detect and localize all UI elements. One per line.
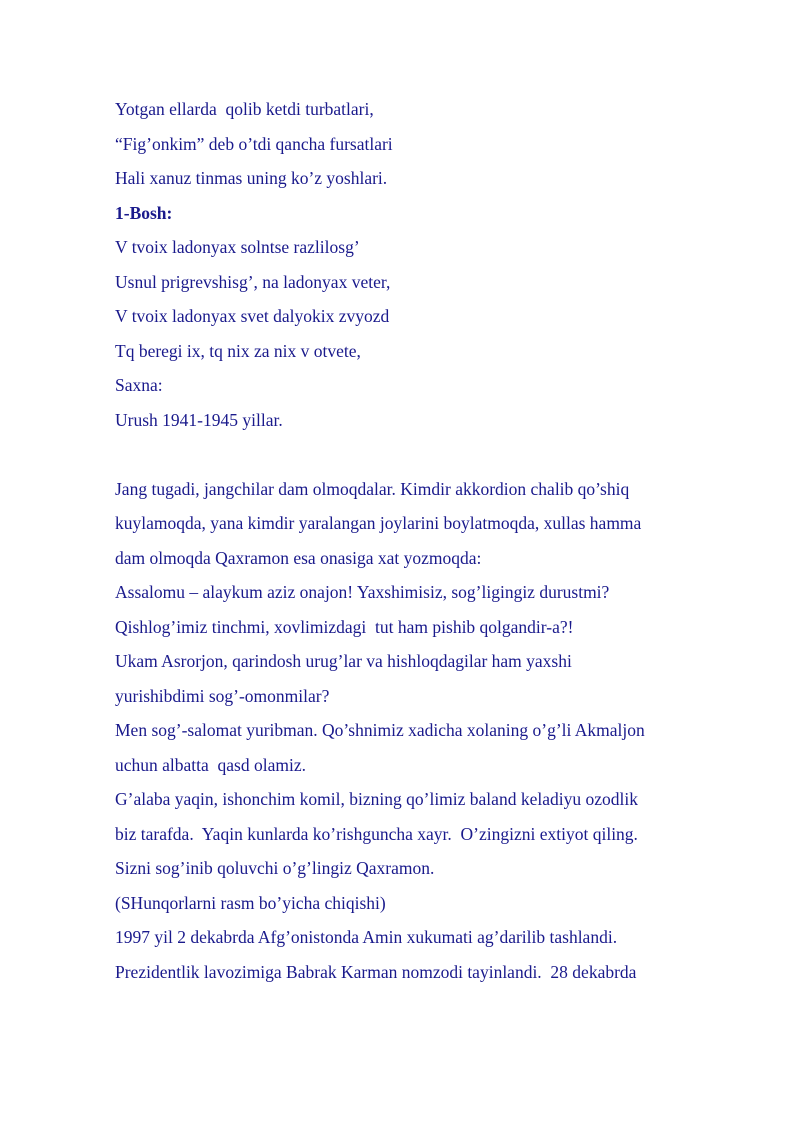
body-line: dam olmoqda Qaxramon esa onasiga xat yozmoqda: xyxy=(115,547,482,568)
song-line: Tq beregi ix, tq nix za nix v otvete, xyxy=(115,340,361,361)
body-line: biz tarafda. Yaqin kunlarda ko’rishguncha xayr. O’zingizni extiyot qiling. xyxy=(115,823,638,844)
poem-stanza xyxy=(115,92,745,196)
body-text xyxy=(115,472,745,990)
poem-line: Yotgan ellarda qolib ketdi turbatlari, xyxy=(115,99,374,119)
song-line: V tvoix ladonyax solntse razlilosg’ xyxy=(115,237,360,257)
body-line: 1997 yil 2 dekabrda Afg’onistonda Amin xukumati ag’darilib tashlandi. xyxy=(115,927,618,947)
body-line: Jang tugadi, jangchilar dam olmoqdalar. Kimdir akkordion chalib qo’shiq xyxy=(115,478,630,499)
scene-label: Saxna: xyxy=(115,375,163,395)
body-line: Sizni sog’inib qoluvchi o’g’lingiz Qaxramon. xyxy=(115,858,435,878)
song-line: Usnul prigrevshisg’, na ladonyax veter, xyxy=(115,271,391,292)
body-line: Ukam Asrorjon, qarindosh urug’lar va hishloqdagilar ham yaxshi xyxy=(115,651,572,671)
document-text xyxy=(115,92,745,989)
song-line: V tvoix ladonyax svet dalyokix zvyozd xyxy=(115,306,390,326)
body-line: G’alaba yaqin, ishonchim komil, bizning qo’limiz baland keladiyu ozodlik xyxy=(115,789,638,809)
body-line: kuylamoqda, yana kimdir yaralangan joylarini boylatmoqda, xullas hamma xyxy=(115,513,642,533)
body-line: yurishibdimi sog’-omonmilar? xyxy=(115,685,330,706)
poem-line: “Fig’onkim” deb o’tdi qancha fursatlari xyxy=(115,133,393,154)
body-line: uchun albatta qasd olamiz. xyxy=(115,754,306,775)
paragraph-gap xyxy=(115,437,745,472)
body-line: (SHunqorlarni rasm bo’yicha chiqishi) xyxy=(115,892,386,913)
body-line: Prezidentlik lavozimiga Babrak Karman nomzodi tayinlandi. 28 dekabrda xyxy=(115,961,637,982)
body-line: Assalomu – alaykum aziz onajon! Yaxshimisiz, sog’ligingiz durustmi? xyxy=(115,582,610,602)
poem-line: Hali xanuz tinmas uning ko’z yoshlari. xyxy=(115,168,388,188)
song-stanza xyxy=(115,230,745,368)
section-heading: 1-Bosh: xyxy=(115,202,173,223)
body-line: Men sog’-salomat yuribman. Qo’shnimiz xadicha xolaning o’g’li Akmaljon xyxy=(115,720,645,740)
body-line: Qishlog’imiz tinchmi, xovlimizdagi tut ham pishib qolgandir-a?! xyxy=(115,616,574,637)
scene-setting: Urush 1941-1945 yillar. xyxy=(115,409,283,430)
